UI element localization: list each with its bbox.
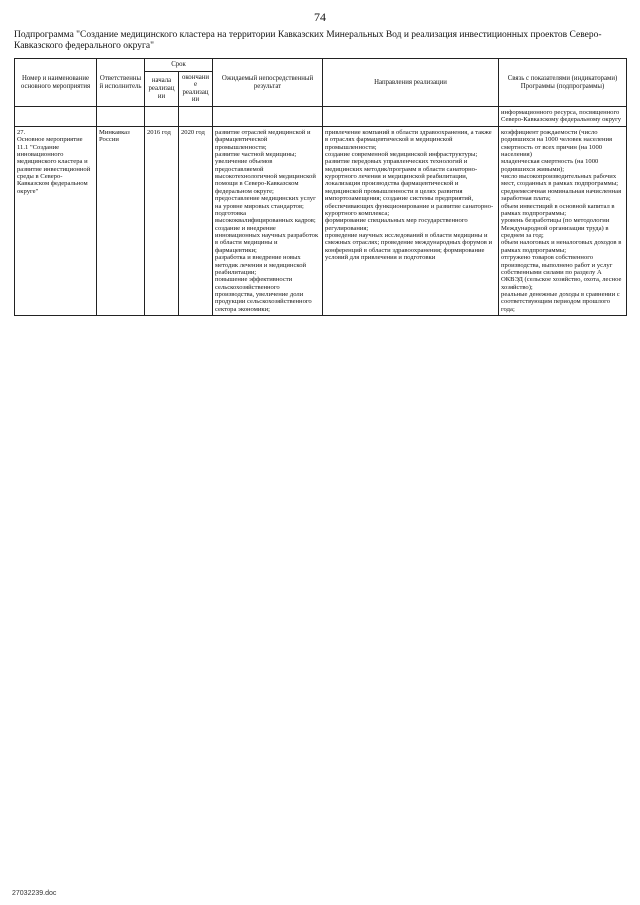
result-item: повышение эффективности сельскохозяйственного производства, увеличение доли продукции сельскохозяйственного сектора экономики; — [215, 276, 312, 313]
prev-row-link: информационного ресурса, посвященного Северо-Кавказскому федеральному округу — [499, 107, 627, 127]
row-number-name — [15, 126, 97, 315]
indicator-item: младенческая смертность (на 1000 родившихся живыми); — [501, 158, 599, 173]
indicator-item: объем инвестиций в основной капитал в рамках подпрограммы; — [501, 202, 615, 217]
result-item: увеличение объемов предоставляемой высокотехнологичной медицинской помощи в Северо-Кавказском федеральном округе; — [215, 158, 316, 195]
direction-item: проведение научных исследований в области медицины и смежных отраслях; проведение международных форумов и конференций в области здравоохранения; формирование условий для привлечения и подготовки — [325, 232, 493, 262]
row-number: 27. — [17, 128, 26, 136]
header-start: начала реализации — [145, 71, 179, 106]
result-item: предоставление медицинских услуг на уровне мировых стандартов; подготовка высококвалифицированных кадров; — [215, 195, 316, 225]
indicator-item: среднемесячная номинальная начисленная заработная плата; — [501, 187, 622, 203]
subprogram-title: Подпрограмма "Создание медицинского кластера на территории Кавказских Минеральных Вод и реализация инвестиционных проектов Северо-Кавказского федерального округа" — [14, 30, 602, 52]
table-row-continued — [15, 107, 627, 127]
row-name: Основное мероприятие 11.1 "Создание инновационного медицинского кластера и развитие инвестиционной среды в Северо-Кавказском федеральном округе" — [17, 136, 91, 195]
row-start: 2016 год — [145, 126, 179, 315]
direction-item: развитие передовых управленческих технологий и медицинских методик/программ в области санаторно-курортного лечения и медицинской реабилитации, локализация производства фармацевтической и медицинской промышленности в целях развития импортозамещения; создание системы предприятий, обеспечивающих функционирование и развитие санаторно-курортного комплекса; — [325, 158, 494, 217]
result-item: развитие частной медицины; — [215, 150, 297, 158]
activities-table — [14, 58, 627, 316]
header-result: Ожидаемый непосредственный результат — [213, 59, 323, 107]
indicator-item: реальные денежные доходы в сравнении с соответствующим периодом прошлого года; — [501, 291, 620, 313]
header-num-name: Номер и наименование основного мероприятия — [15, 59, 97, 107]
header-end: окончание реализации — [179, 71, 213, 106]
row-end: 2020 год — [179, 126, 213, 315]
row-result — [213, 126, 323, 315]
header-link: Связь с показателями (индикаторами) Программы (подпрограммы) — [499, 59, 627, 107]
header-term: Срок — [145, 59, 213, 72]
indicator-item: объем налоговых и неналоговых доходов в рамках подпрограммы; — [501, 239, 622, 254]
indicator-item: уровень безработицы (по методологии Международной организации труда) в среднем за год; — [501, 217, 610, 240]
indicator-item: отгружено товаров собственного производства, выполнено работ и услуг собственными силами по разделу А ОКВЭД (сельское хозяйство, охота, лесное хозяйство); — [501, 254, 622, 291]
header-executor: Ответственный исполнитель — [97, 59, 145, 107]
result-item: развитие отраслей медицинской и фармацевтической промышленности; — [215, 128, 311, 151]
row-link — [499, 126, 627, 315]
direction-item: создание современной медицинской инфраструктуры; — [325, 150, 478, 158]
result-item: разработка и внедрение новых методик лечения и медицинской реабилитации; — [215, 254, 307, 276]
table-header-row — [15, 59, 627, 72]
header-directions: Направления реализации — [323, 59, 499, 107]
direction-item: привлечение компаний в области здравоохранения, а также в отраслях фармацевтической и медицинской промышленности; — [325, 128, 492, 151]
row-directions — [323, 126, 499, 315]
table-row — [15, 126, 627, 315]
result-item: создание и внедрение инновационных научных разработок в области медицины и фармацевтики; — [215, 224, 319, 254]
indicator-item: число высокопроизводительных рабочих мест, созданных в рамках подпрограммы; — [501, 173, 619, 188]
row-executor: Минкавказ России — [97, 126, 145, 315]
direction-item: формирование специальных мер государственного регулирования; — [325, 217, 468, 232]
indicator-item: коэффициент рождаемости (число родившихся на 1000 человек населения смертность от всех причин (на 1000 населения) — [501, 128, 613, 158]
page-number: 74 — [314, 10, 326, 24]
document-id: 27032239.doc — [12, 890, 57, 897]
